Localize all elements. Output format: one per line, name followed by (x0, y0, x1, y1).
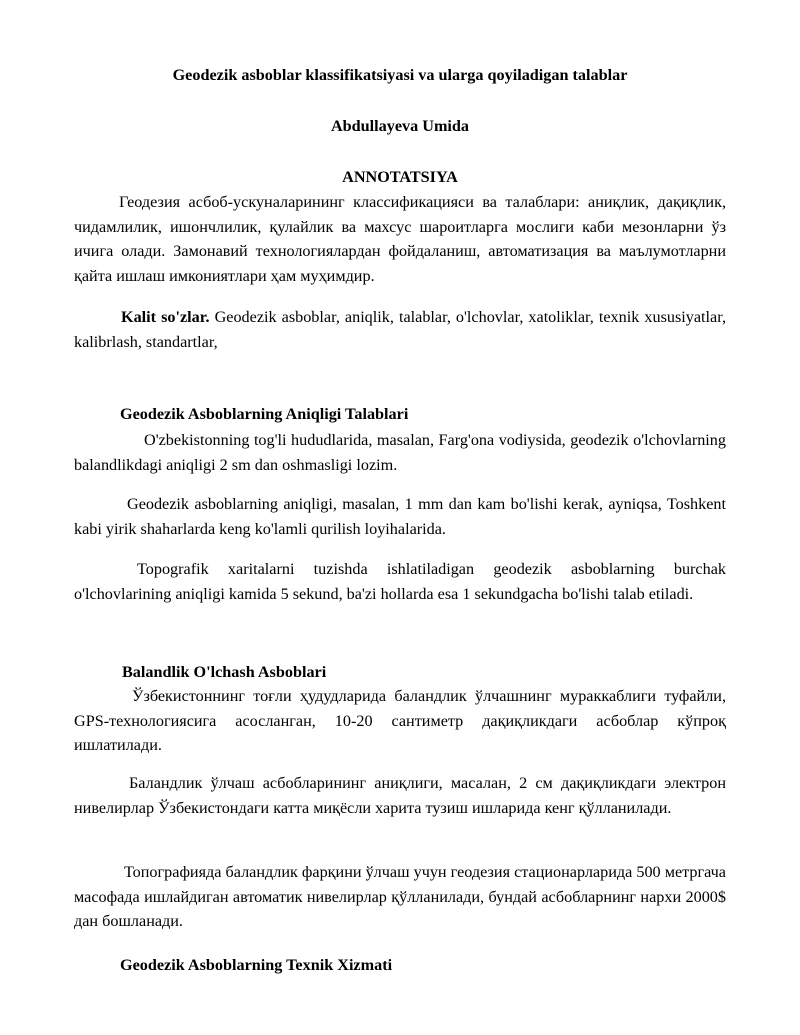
document-title: Geodezik asboblar klassifikatsiyasi va ularga qoyiladigan talablar (172, 66, 628, 84)
author-name: Abdullayeva Umida (330, 117, 470, 135)
annotation-paragraph: Геодезия асбоб-ускуналарининг классификацияси ва талаблари: аниқлик, дақиқлик, чидамлилик, ишончлилик, қулайлик ва махсус шароитларга мослиги каби мезонларни ўз ичига олади. Замонавий технологиялардан фойдаланиш, автоматизация ва маълумотларни қайта ишлаш имкониятлари ҳам муҳимдир. (74, 193, 726, 285)
section-paragraph: O'zbekistonning tog'li hududlarida, masalan, Farg'ona vodiysida, geodezik o'lchovlarning balandlikdagi aniqligi 2 sm dan oshmasligi lozim. (74, 431, 726, 474)
section-paragraph: Баландлик ўлчаш асбобларининг аниқлиги, масалан, 2 см дақиқликдаги электрон нивелирлар Ўзбекистондаги катта миқёсли харита тузиш ишларида кенг қўлланилади. (74, 774, 726, 817)
section-heading-accuracy: Geodezik Asboblarning Aniqligi Talablari (120, 405, 409, 423)
section-heading-technical-service: Geodezik Asboblarning Texnik Xizmati (120, 956, 393, 974)
section-paragraph: Topografik xaritalarni tuzishda ishlatiladigan geodezik asboblarning burchak o'lchovlarining aniqligi kamida 5 sekund, ba'zi hollarda esa 1 sekundgacha bo'lishi talab etiladi. (74, 560, 726, 603)
keywords-label: Kalit so'zlar. (121, 308, 210, 326)
section-paragraph: Ўзбекистоннинг тоғли ҳудудларида баландлик ўлчашнинг мураккаблиги туфайли, GPS-технологиясига асосланган, 10-20 сантиметр дақиқликдаги асбоблар кўпроқ ишлатилади. (74, 687, 726, 754)
annotation-heading: ANNOTATSIYA (342, 168, 458, 186)
section-heading-height-measurement: Balandlik O'lchash Asboblari (122, 663, 327, 681)
keywords-paragraph (74, 305, 726, 354)
keywords-text: Geodezik asboblar, aniqlik, talablar, o'lchovlar, xatoliklar, texnik xususiyatlar, kalibrlash, standartlar, (74, 308, 727, 351)
section-paragraph: Топографияда баландлик фарқини ўлчаш учун геодезия стационарларида 500 метргача масофада ишлайдиган автоматик нивелирлар қўлланилади, бундай асбобларнинг нархи 2000$ дан бошланади. (74, 863, 726, 930)
section-paragraph: Geodezik asboblarning aniqligi, masalan, 1 mm dan kam bo'lishi kerak, ayniqsa, Toshkent kabi yirik shaharlarda keng ko'lamli qurilish loyihalarida. (74, 495, 726, 538)
